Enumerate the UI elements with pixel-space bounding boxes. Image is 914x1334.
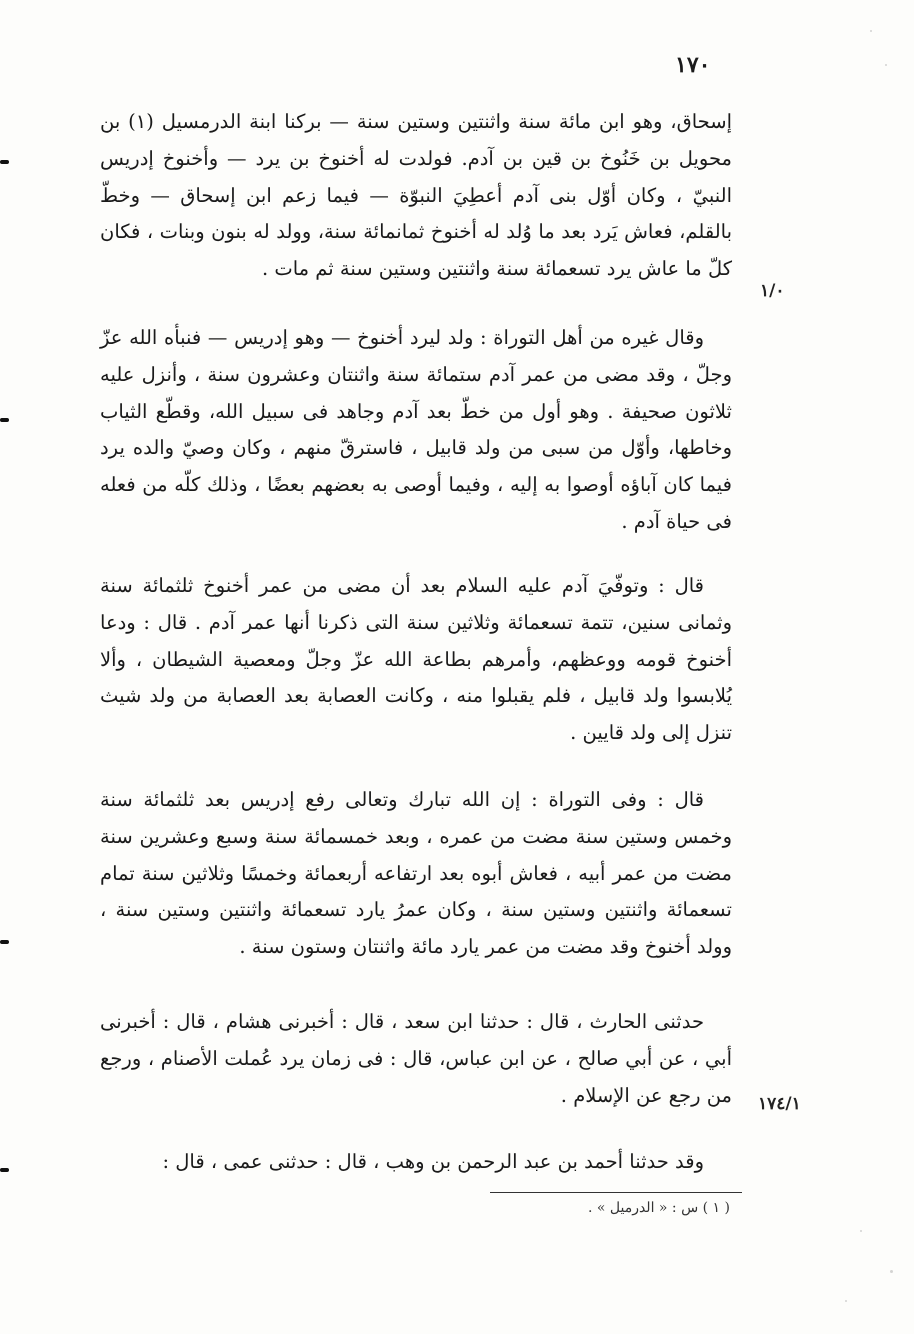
paragraph-4-text: قال : وفى التوراة : إن الله تبارك وتعالى رفع إدريس بعد ثلثمائة سنة وخمس وستين سنة مضت من عمره ، وبعد خمسمائة سنة وسبع وعشرين سنة مضت من عمر أبيه ، فعاش أبوه بعد ارتفاعه أربعمائة وخمسًا وثلاثين سنة تمام تسعمائة واثنتين وستين سنة ، وكان عمرُ يارد تسعمائة واثنتين وستين سنة ، وولد أخنوخ وقد مضت من عمر يارد مائة واثنتان وستون سنة .	[100, 788, 732, 959]
paragraph-5-text: حدثنى الحارث ، قال : حدثنا ابن سعد ، قال : أخبرنى هشام ، قال : أخبرنى أبي ، عن أبي صالح ، عن ابن عباس، قال : فى زمان يرد عُملت الأصنام ، ورجع من رجع عن الإسلام .	[100, 1010, 732, 1107]
paper-speck	[885, 64, 887, 66]
binding-mark	[0, 160, 9, 164]
paragraph-1	[100, 104, 732, 288]
paper-speck	[890, 1270, 893, 1273]
page-number: ١٧٠	[675, 52, 711, 78]
footnote-divider	[490, 1192, 742, 1193]
binding-mark	[0, 1168, 9, 1172]
paragraph-3-text: قال : وتوفّيَ آدم عليه السلام بعد أن مضى من عمر أخنوخ ثلثمائة سنة وثمانى سنين، تتمة تسعمائة وثلاثين سنة التى ذكرنا أنها عمر آدم . قال : ودعا أخنوخ قومه ووعظهم، وأمرهم بطاعة الله عزّ وجلّ ومعصية الشيطان ، وألا يُلابسوا ولد قابيل ، فلم يقبلوا منه ، وكانت العصابة بعد العصابة من ولد شيث تنزل إلى ولد قايين .	[100, 574, 732, 745]
paragraph-4	[100, 782, 732, 966]
paper-speck	[860, 1230, 862, 1232]
margin-reference-second: ١٧٤/١	[758, 1094, 801, 1114]
paper-speck	[845, 1300, 847, 1302]
paragraph-6	[100, 1144, 732, 1181]
footnote: ( ١ ) س : « الدرميل » .	[587, 1200, 730, 1216]
paragraph-3	[100, 568, 732, 752]
paragraph-1-text: إسحاق، وهو ابن مائة سنة واثنتين وستين سنة — بركنا ابنة الدرمسيل (١) بن محويل بن خَنُوخ بن قين بن آدم. فولدت له أخنوخ بن يرد — وأخنوخ إدريس النبيّ ، وكان أوّل بنى آدم أعطِيَ النبوّة — فيما زعم ابن إسحاق — وخطّ بالقلم، فعاش يَرد بعد ما وُلد له أخنوخ ثمانمائة سنة، وولد له بنون وبنات ، فكان كلّ ما عاش يرد تسعمائة سنة واثنتين وستين سنة ثم مات .	[100, 110, 732, 281]
binding-mark	[0, 418, 9, 422]
binding-mark	[0, 940, 9, 944]
paragraph-5	[100, 1004, 732, 1114]
paragraph-6-text: وقد حدثنا أحمد بن عبد الرحمن بن وهب ، قال : حدثنى عمى ، قال :	[162, 1150, 704, 1173]
paragraph-2-text: وقال غيره من أهل التوراة : ولد ليرد أخنوخ — وهو إدريس — فنبأه الله عزّ وجلّ ، وقد مضى من عمر آدم ستمائة سنة واثنتان وعشرون سنة ، وأنزل عليه ثلاثون صحيفة . وهو أول من خطّ بعد آدم وجاهد فى سبيل الله، وقطّع الثياب وخاطها، وأوّل من سبى من ولد قابيل ، فاسترقّ منهم ، وكان وصيّ والده يرد فيما كان آباؤه أوصوا به إليه ، وفيما أوصى به بعضهم بعضًا ، وذلك كلّه من فعله فى حياة آدم .	[100, 326, 732, 533]
paper-speck	[870, 30, 872, 32]
paragraph-2	[100, 320, 732, 541]
margin-reference-first: ١/٠	[760, 281, 785, 301]
